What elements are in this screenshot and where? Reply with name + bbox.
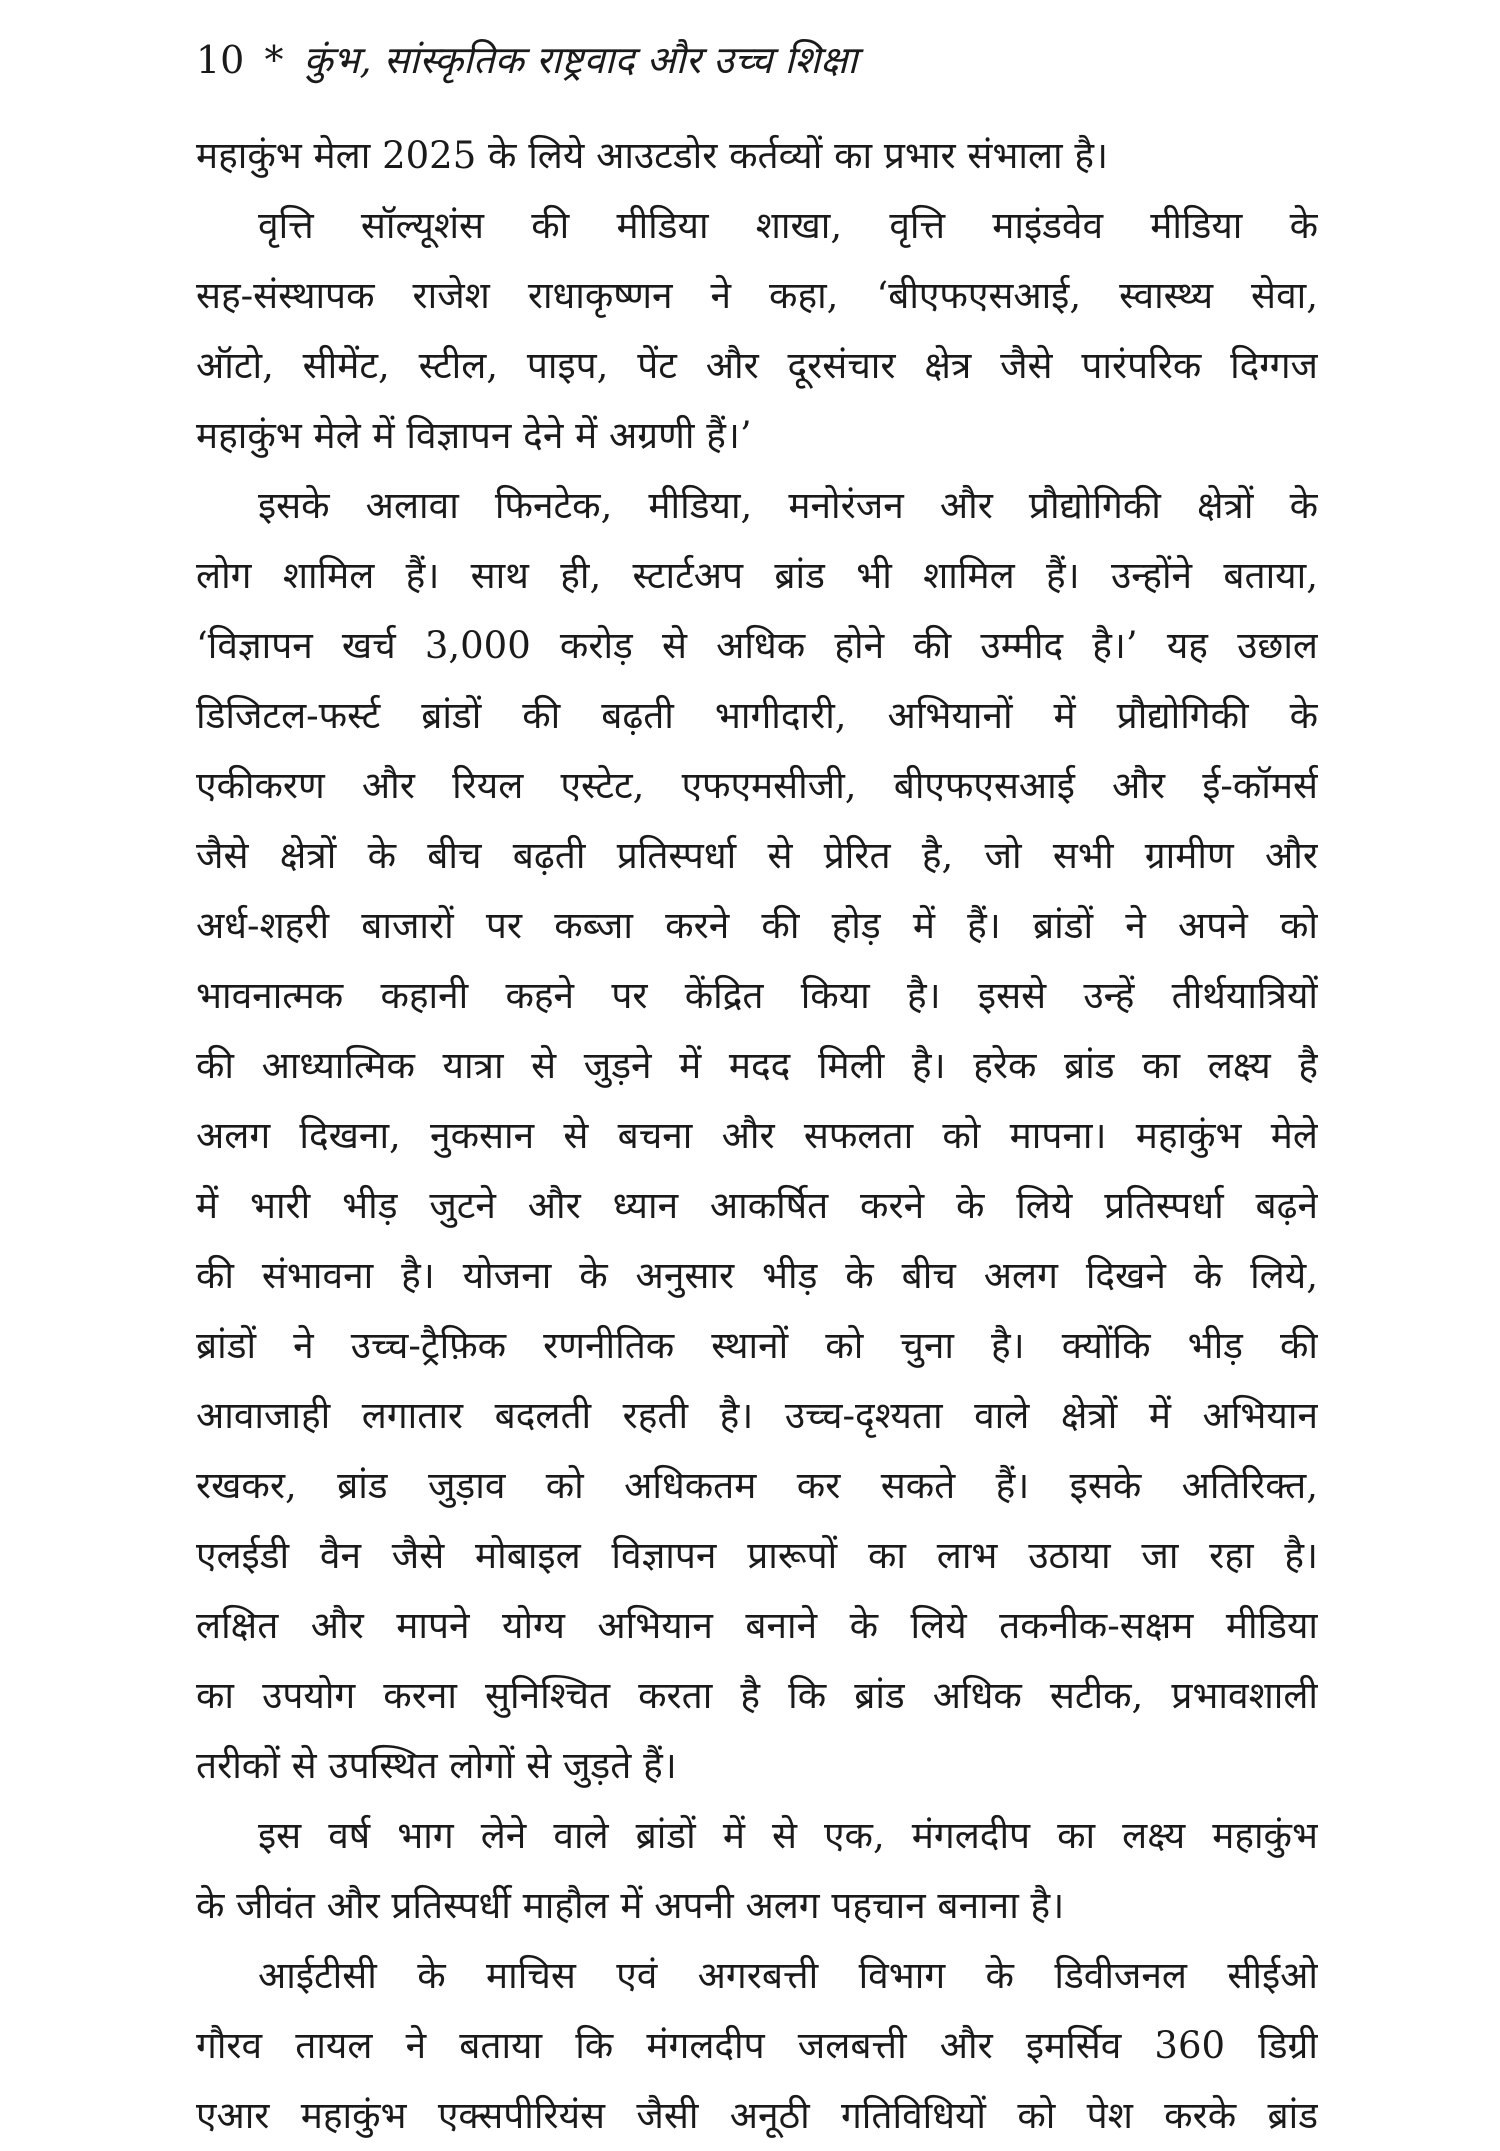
text-line: महाकुंभ मेला 2025 के लिये आउटडोर कर्तव्यों का प्रभार संभाला है।	[196, 134, 1109, 177]
text-line: ऑटो, सीमेंट, स्टील, पाइप, पेंट और दूरसंचार क्षेत्र जैसे पारंपरिक दिग्गज	[196, 344, 1318, 387]
body-text	[196, 121, 1318, 2151]
text-line: इसके अलावा फिनटेक, मीडिया, मनोरंजन और प्रौद्योगिकी क्षेत्रों के	[258, 484, 1318, 527]
text-line: के जीवंत और प्रतिस्पर्धी माहौल में अपनी अलग पहचान बनाना है।	[196, 1884, 1065, 1927]
text-line: का उपयोग करना सुनिश्चित करता है कि ब्रांड अधिक सटीक, प्रभावशाली	[196, 1674, 1318, 1717]
text-line: ब्रांडों ने उच्च-ट्रैफ़िक रणनीतिक स्थानों को चुना है। क्योंकि भीड़ की	[196, 1324, 1318, 1367]
text-line: ‘विज्ञापन खर्च 3,000 करोड़ से अधिक होने की उम्मीद है।’ यह उछाल	[196, 624, 1318, 667]
text-line: भावनात्मक कहानी कहने पर केंद्रित किया है। इससे उन्हें तीर्थयात्रियों	[196, 974, 1318, 1017]
text-line: वृत्ति सॉल्यूशंस की मीडिया शाखा, वृत्ति माइंडवेव मीडिया के	[258, 204, 1318, 247]
text-line: में भारी भीड़ जुटने और ध्यान आकर्षित करने के लिये प्रतिस्पर्धा बढ़ने	[196, 1184, 1318, 1227]
text-line: की संभावना है। योजना के अनुसार भीड़ के बीच अलग दिखने के लिये,	[196, 1254, 1318, 1297]
text-line: लोग शामिल हैं। साथ ही, स्टार्टअप ब्रांड भी शामिल हैं। उन्होंने बताया,	[196, 554, 1318, 597]
text-line: अर्ध-शहरी बाजारों पर कब्जा करने की होड़ में हैं। ब्रांडों ने अपने को	[196, 904, 1318, 947]
text-line: रखकर, ब्रांड जुड़ाव को अधिकतम कर सकते हैं। इसके अतिरिक्त,	[196, 1464, 1318, 1507]
text-line: डिजिटल-फर्स्ट ब्रांडों की बढ़ती भागीदारी, अभियानों में प्रौद्योगिकी के	[196, 694, 1318, 737]
text-line: की आध्यात्मिक यात्रा से जुड़ने में मदद मिली है। हरेक ब्रांड का लक्ष्य है	[196, 1044, 1318, 1087]
text-line: जैसे क्षेत्रों के बीच बढ़ती प्रतिस्पर्धा से प्रेरित है, जो सभी ग्रामीण और	[196, 834, 1318, 877]
text-line: आवाजाही लगातार बदलती रहती है। उच्च-दृश्यता वाले क्षेत्रों में अभियान	[196, 1394, 1318, 1437]
text-line: एआर महाकुंभ एक्सपीरियंस जैसी अनूठी गतिविधियों को पेश करके ब्रांड	[196, 2094, 1318, 2137]
page-number: 10	[196, 38, 245, 82]
text-line: एलईडी वैन जैसे मोबाइल विज्ञापन प्रारूपों का लाभ उठाया जा रहा है।	[196, 1534, 1318, 1577]
text-line: तरीकों से उपस्थित लोगों से जुड़ते हैं।	[196, 1744, 677, 1787]
text-line: सह-संस्थापक राजेश राधाकृष्णन ने कहा, ‘बीएफएसआई, स्वास्थ्य सेवा,	[196, 274, 1318, 317]
text-line: लक्षित और मापने योग्य अभियान बनाने के लिये तकनीक-सक्षम मीडिया	[196, 1604, 1318, 1647]
running-head	[196, 36, 1316, 84]
running-head-separator: *	[264, 38, 284, 82]
text-line: इस वर्ष भाग लेने वाले ब्रांडों में से एक, मंगलदीप का लक्ष्य महाकुंभ	[258, 1814, 1318, 1857]
text-line: आईटीसी के माचिस एवं अगरबत्ती विभाग के डिवीजनल सीईओ	[258, 1954, 1318, 1997]
text-line: अलग दिखना, नुकसान से बचना और सफलता को मापना। महाकुंभ मेले	[196, 1114, 1318, 1157]
text-line: गौरव तायल ने बताया कि मंगलदीप जलबत्ती और इमर्सिव 360 डिग्री	[196, 2024, 1318, 2067]
text-line: महाकुंभ मेले में विज्ञापन देने में अग्रणी हैं।’	[196, 414, 752, 457]
book-title: कुंभ, सांस्कृतिक राष्ट्रवाद और उच्च शिक्षा	[303, 38, 858, 82]
text-line: एकीकरण और रियल एस्टेट, एफएमसीजी, बीएफएसआई और ई-कॉमर्स	[196, 764, 1318, 807]
